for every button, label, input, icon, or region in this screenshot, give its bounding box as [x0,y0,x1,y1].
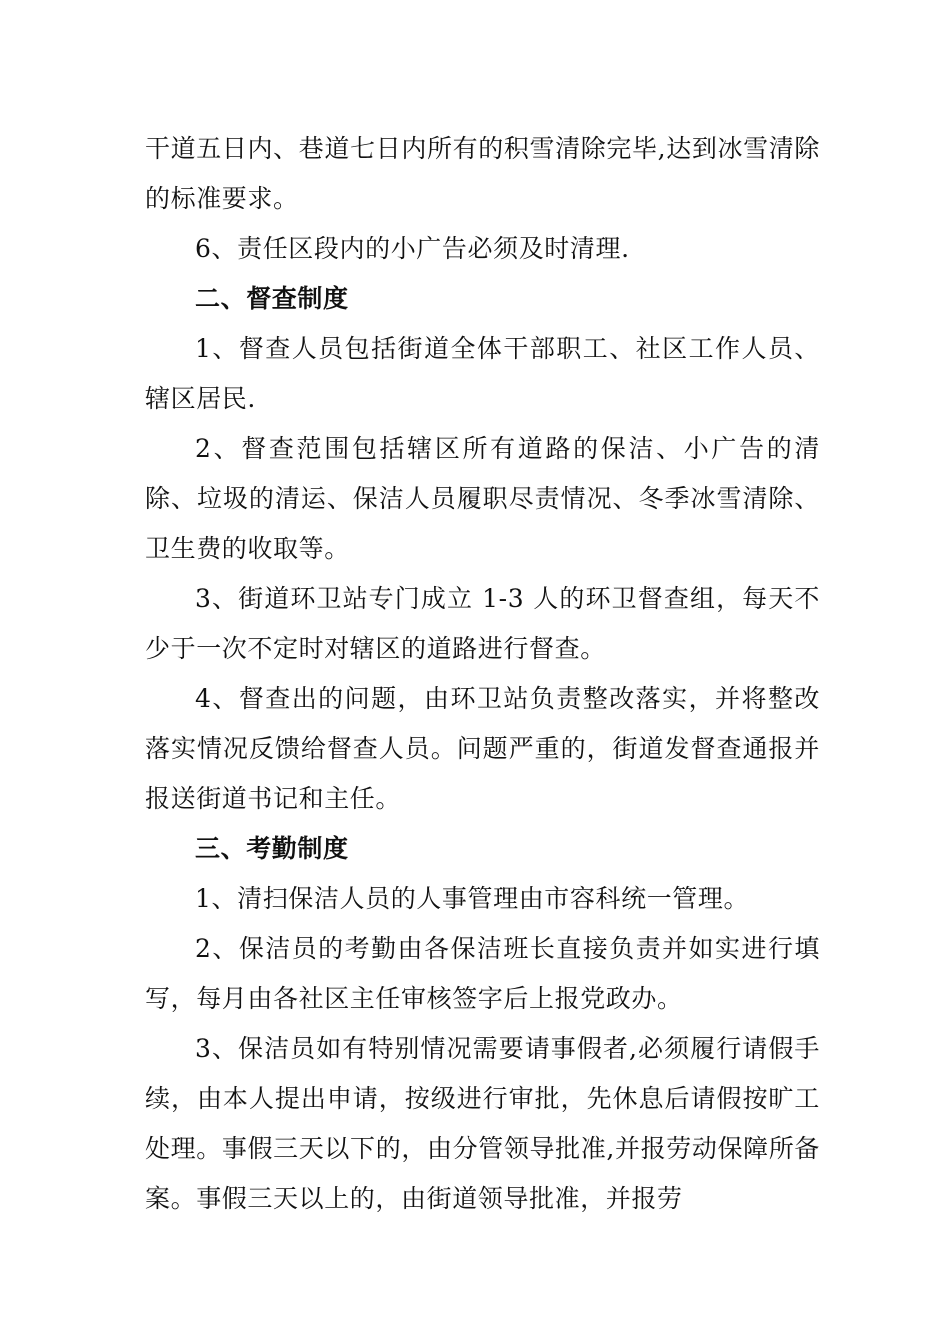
document-body [145,124,820,1224]
section-heading-supervision: 二、督查制度 [195,284,349,313]
paragraph-supervision-1: 1、督查人员包括街道全体干部职工、社区工作人员、辖区居民. [145,334,820,413]
paragraph-attendance-3: 3、保洁员如有特别情况需要请事假者,必须履行请假手续，由本人提出申请，按级进行审批，先休息后请假按旷工处理。事假三天以下的，由分管领导批准,并报劳动保障所备案。事假三天以上的，由街道领导批准，并报劳 [145,1034,820,1213]
section-heading-attendance: 三、考勤制度 [195,834,349,863]
paragraph-supervision-2: 2、督查范围包括辖区所有道路的保洁、小广告的清除、垃圾的清运、保洁人员履职尽责情况、冬季冰雪清除、卫生费的收取等。 [145,434,820,563]
paragraph-attendance-1: 1、清扫保洁人员的人事管理由市容科统一管理。 [195,884,750,913]
paragraph-item-6-ads: 6、责任区段内的小广告必须及时清理. [195,234,630,263]
paragraph-supervision-4: 4、督查出的问题，由环卫站负责整改落实，并将整改落实情况反馈给督查人员。问题严重的，街道发督查通报并报送街道书记和主任。 [145,684,820,813]
paragraph-supervision-3: 3、街道环卫站专门成立 1-3 人的环卫督查组，每天不少于一次不定时对辖区的道路进行督查。 [145,584,820,663]
paragraph-snow-removal-end: 干道五日内、巷道七日内所有的积雪清除完毕,达到冰雪清除的标准要求。 [145,134,820,213]
paragraph-attendance-2: 2、保洁员的考勤由各保洁班长直接负责并如实进行填写，每月由各社区主任审核签字后上报党政办。 [145,934,820,1013]
